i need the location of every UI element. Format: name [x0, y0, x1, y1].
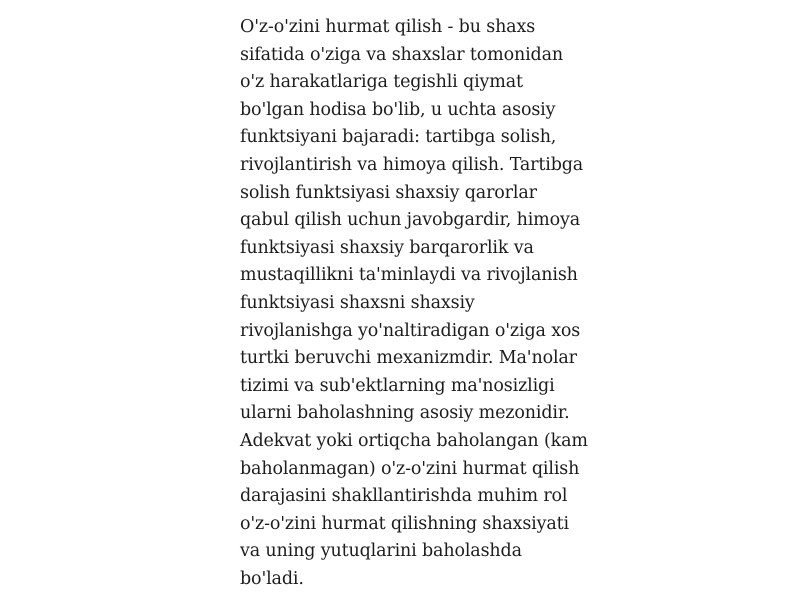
paragraph-line: sifatida o'ziga va shaxslar tomonidan — [240, 44, 563, 65]
paragraph-line: funktsiyasi shaxsni shaxsiy — [240, 292, 475, 313]
paragraph-line: O'z-o'zini hurmat qilish - bu shaxs — [240, 17, 536, 37]
paragraph-line: turtki beruvchi mexanizmdir. Ma'nolar — [240, 348, 577, 369]
paragraph-line: darajasini shakllantirishda muhim rol — [240, 486, 568, 507]
paragraph-line: solish funktsiyasi shaxsiy qarorlar — [240, 182, 537, 203]
paragraph-line: o'z harakatlariga tegishli qiymat — [240, 72, 523, 93]
paragraph-line: funktsiyasi shaxsiy barqarorlik va — [240, 237, 534, 258]
paragraph-line: va uning yutuqlarini baholashda — [240, 541, 522, 562]
paragraph-line: qabul qilish uchun javobgardir, himoya — [240, 210, 580, 231]
paragraph-line: ularni baholashning asosiy mezonidir. — [240, 403, 570, 424]
paragraph-line: bo'ladi. — [240, 568, 304, 589]
paragraph-line: mustaqillikni ta'minlaydi va rivojlanish — [240, 265, 578, 286]
paragraph-line: o'z-o'zini hurmat qilishning shaxsiyati — [240, 513, 569, 534]
paragraph-line: funktsiyani bajaradi: tartibga solish, — [240, 127, 557, 148]
paragraph-line: baholanmagan) o'z-o'zini hurmat qilish — [240, 458, 580, 479]
article-body — [240, 14, 588, 593]
paragraph-line: bo'lgan hodisa bo'lib, u uchta asosiy — [240, 99, 556, 120]
paragraph-line: rivojlanishga yo'naltiradigan o'ziga xos — [240, 320, 581, 341]
paragraph-line: rivojlantirish va himoya qilish. Tartibga — [240, 154, 584, 175]
paragraph-line: Adekvat yoki ortiqcha baholangan (kam — [240, 430, 588, 451]
paragraph-line: tizimi va sub'ektlarning ma'nosizligi — [240, 375, 555, 396]
